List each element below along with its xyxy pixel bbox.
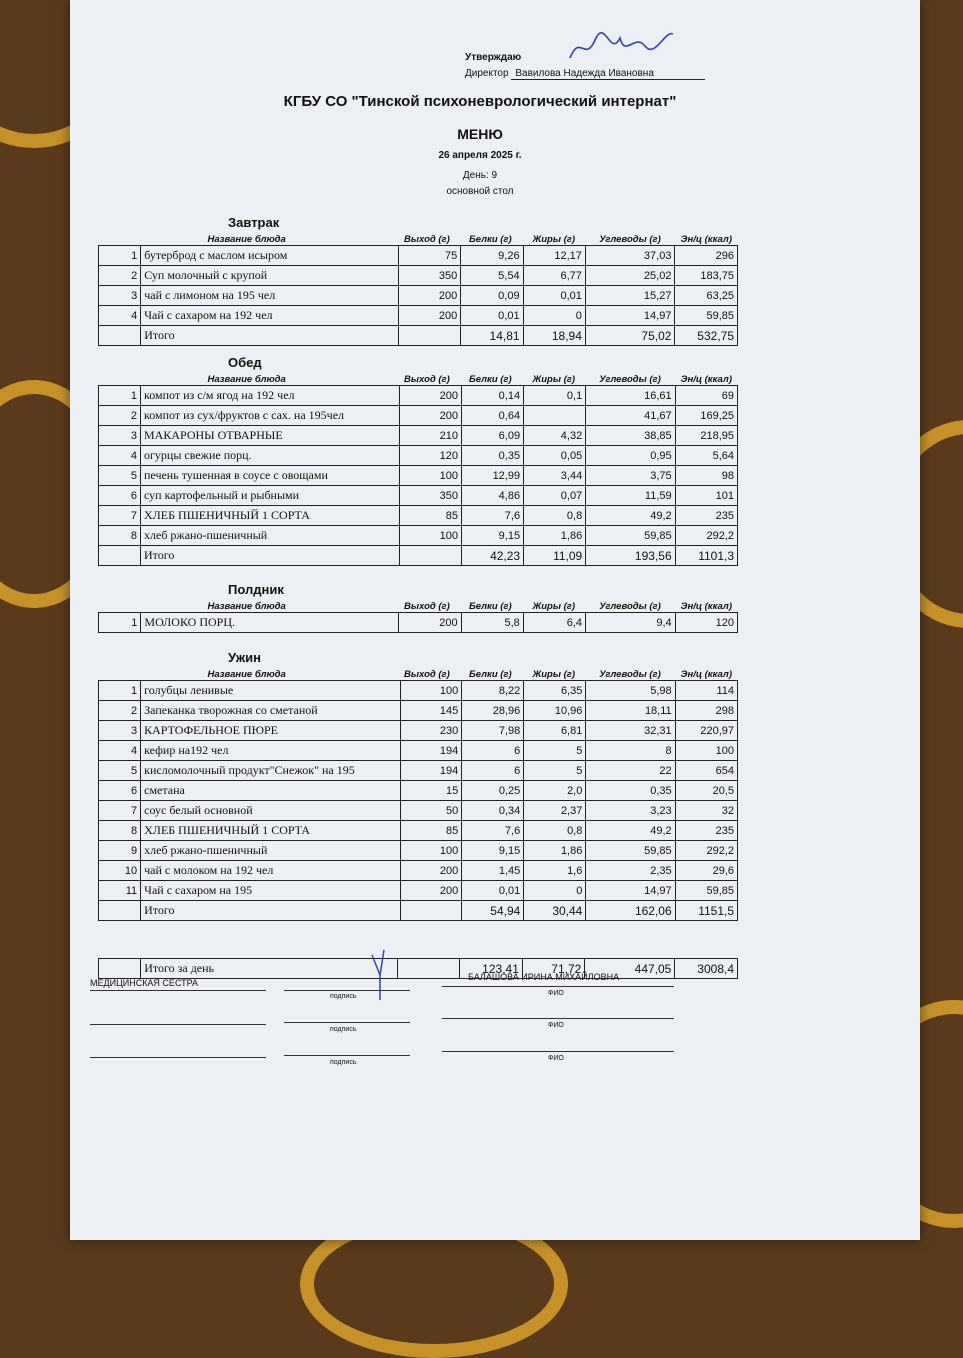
total-fat: 30,44 (524, 901, 586, 921)
day-total (98, 958, 738, 979)
cell-name: кисломолочный продукт"Снежок" на 195 (141, 761, 400, 781)
total-protein: 54,94 (462, 901, 524, 921)
cell-n: 5 (99, 761, 141, 781)
cell-energy: 298 (675, 701, 737, 721)
cell-fat: 0,07 (524, 486, 586, 506)
table-row (99, 406, 738, 426)
cell-fat: 2,0 (524, 781, 586, 801)
cell-n: 9 (99, 841, 141, 861)
column-header-fat: Жиры (г) (532, 234, 576, 245)
cell-protein: 0,09 (461, 286, 523, 306)
total-carbs: 193,56 (586, 546, 675, 566)
cell-energy: 292,2 (675, 526, 737, 546)
cell-protein: 0,01 (462, 881, 524, 901)
cell-yield: 200 (399, 613, 461, 633)
cell-protein: 1,45 (462, 861, 524, 881)
cell-protein: 8,22 (462, 681, 524, 701)
cell-carbs: 11,59 (586, 486, 675, 506)
cell-carbs: 3,75 (586, 466, 675, 486)
cell-n: 1 (99, 246, 141, 266)
cell-name: голубцы ленивые (141, 681, 400, 701)
dishes-table (98, 245, 738, 346)
total-label: Итого (141, 546, 400, 566)
day-total-protein: 123,41 (460, 959, 523, 979)
cell-name: чай с лимоном на 195 чел (141, 286, 399, 306)
dishes-table (98, 680, 738, 921)
cell-carbs: 49,2 (586, 506, 675, 526)
cell-protein: 7,6 (462, 821, 524, 841)
table-row (99, 701, 738, 721)
cell-protein: 0,64 (461, 406, 523, 426)
section-breakfast (98, 215, 738, 346)
cell-carbs: 15,27 (585, 286, 675, 306)
director-label: Директор (465, 68, 509, 79)
cell-carbs: 59,85 (586, 841, 675, 861)
cell-protein: 28,96 (462, 701, 524, 721)
total-fat: 11,09 (524, 546, 586, 566)
cell-fat: 6,35 (524, 681, 586, 701)
cell-n: 4 (99, 446, 141, 466)
signature-caption: подпись (330, 1059, 357, 1066)
column-header-carbs: Углеводы (г) (599, 374, 661, 385)
signer-name: БАЛАШОВА ИРИНА МИХАЙЛОВНА (468, 972, 620, 982)
column-header-protein: Белки (г) (468, 669, 512, 680)
cell-yield: 85 (400, 821, 462, 841)
cell-n: 2 (99, 406, 141, 426)
cell-yield: 85 (400, 506, 462, 526)
cell-yield: 200 (400, 881, 462, 901)
cell-yield: 145 (400, 701, 462, 721)
column-header-yield: Выход (г) (404, 669, 450, 680)
cell-fat: 1,6 (524, 861, 586, 881)
cell-yield: 200 (400, 861, 462, 881)
cell-energy: 69 (675, 386, 737, 406)
cell-yield: 75 (399, 246, 461, 266)
handwritten-signature (565, 28, 675, 68)
column-headers (98, 600, 738, 612)
cell-fat: 6,4 (523, 613, 585, 633)
column-header-name: Название блюда (207, 374, 286, 385)
cell-protein: 7,6 (461, 506, 523, 526)
menu-document (70, 0, 920, 1240)
cell-fat: 1,86 (524, 841, 586, 861)
cell-energy: 235 (675, 506, 737, 526)
cell-yield: 350 (399, 266, 461, 286)
cell-energy: 101 (675, 486, 737, 506)
cell-carbs: 59,85 (586, 526, 675, 546)
cell-n: 2 (99, 701, 141, 721)
cell-n: 8 (99, 526, 141, 546)
cell-fat: 2,37 (524, 801, 586, 821)
table-row (99, 761, 738, 781)
cell-name: Суп молочный с крупой (141, 266, 399, 286)
cell-energy: 220,97 (675, 721, 737, 741)
cell-energy: 654 (675, 761, 737, 781)
cell-protein: 6 (462, 761, 524, 781)
cell-blank (400, 546, 462, 566)
table-row (99, 781, 738, 801)
cell-name: компот из сух/фруктов с сах. на 195чел (141, 406, 400, 426)
table-row (99, 801, 738, 821)
cell-yield: 50 (400, 801, 462, 821)
column-header-carbs: Углеводы (г) (599, 601, 661, 612)
cell-n: 3 (99, 426, 141, 446)
cell-protein: 12,99 (461, 466, 523, 486)
cell-energy: 20,5 (675, 781, 737, 801)
cell-fat: 10,96 (524, 701, 586, 721)
cell-carbs: 16,61 (586, 386, 675, 406)
cell-carbs: 49,2 (586, 821, 675, 841)
section-snack (98, 582, 738, 633)
table-row (99, 506, 738, 526)
cell-energy: 120 (675, 613, 737, 633)
day-total-energy: 3008,4 (675, 959, 738, 979)
cell-protein: 7,98 (462, 721, 524, 741)
cell-name: МАКАРОНЫ ОТВАРНЫЕ (141, 426, 400, 446)
cell-energy: 183,75 (675, 266, 738, 286)
cell-fat: 0 (524, 881, 586, 901)
cell-carbs: 38,85 (586, 426, 675, 446)
cell-carbs: 14,97 (585, 306, 675, 326)
cell-n: 3 (99, 721, 141, 741)
cell-carbs: 37,03 (585, 246, 675, 266)
table-row (99, 526, 738, 546)
total-row (99, 546, 738, 566)
day-total-fat: 71,72 (522, 959, 584, 979)
cell-yield: 200 (399, 286, 461, 306)
cell-carbs: 18,11 (586, 701, 675, 721)
cell-yield: 230 (400, 721, 462, 741)
signature-caption: подпись (330, 993, 357, 1000)
cell-protein: 9,26 (461, 246, 523, 266)
cell-carbs: 5,98 (586, 681, 675, 701)
cell-carbs: 3,23 (586, 801, 675, 821)
cell-n: 8 (99, 821, 141, 841)
column-header-protein: Белки (г) (468, 234, 512, 245)
cell-protein: 5,54 (461, 266, 523, 286)
total-protein: 14,81 (461, 326, 523, 346)
menu-title: МЕНЮ (457, 126, 503, 142)
cell-fat: 5 (524, 761, 586, 781)
organization-title: КГБУ СО "Тинской психоневрологический интернат" (283, 93, 677, 110)
table-row (99, 821, 738, 841)
cell-protein: 9,15 (461, 526, 523, 546)
cell-fat: 12,17 (523, 246, 585, 266)
cell-fat (524, 406, 586, 426)
column-header-energy: Эн/ц (ккал) (680, 669, 732, 680)
cell-n: 2 (99, 266, 141, 286)
signature-caption: подпись (330, 1026, 357, 1033)
cell-name: МОЛОКО ПОРЦ. (141, 613, 399, 633)
cell-n: 7 (99, 506, 141, 526)
day-total-carbs: 447,05 (585, 959, 675, 979)
cell-name: Чай с сахаром на 192 чел (141, 306, 399, 326)
cell-yield: 100 (400, 841, 462, 861)
fio-caption: ФИО (548, 990, 564, 997)
cell-name: соус белый основной (141, 801, 400, 821)
cell-energy: 59,85 (675, 306, 738, 326)
cell-energy: 59,85 (675, 881, 737, 901)
cell-name: огурцы свежие порц. (141, 446, 400, 466)
cell-n: 6 (99, 781, 141, 801)
cell-fat: 1,86 (524, 526, 586, 546)
table-row (99, 881, 738, 901)
total-row (99, 901, 738, 921)
cell-yield: 200 (400, 406, 462, 426)
cell-n: 1 (99, 613, 141, 633)
total-energy: 532,75 (675, 326, 738, 346)
column-headers (98, 233, 738, 245)
cell-carbs: 0,95 (586, 446, 675, 466)
cell-name: Запеканка творожная со сметаной (141, 701, 400, 721)
table-row (99, 861, 738, 881)
cell-carbs: 9,4 (586, 613, 676, 633)
cell-yield: 100 (400, 681, 462, 701)
table-row (99, 306, 738, 326)
table-row (99, 613, 738, 633)
table-row (99, 246, 738, 266)
total-label: Итого (141, 901, 400, 921)
cell-carbs: 0,35 (586, 781, 675, 801)
cell-yield: 194 (400, 741, 462, 761)
cell-yield: 200 (399, 306, 461, 326)
cell-name: суп картофельный и рыбными (141, 486, 400, 506)
table-row (99, 446, 738, 466)
cell-energy: 29,6 (675, 861, 737, 881)
cell-energy: 114 (675, 681, 737, 701)
table-row (99, 426, 738, 446)
column-header-name: Название блюда (207, 234, 286, 245)
menu-day: День: 9 (462, 170, 498, 181)
cell-fat: 3,44 (524, 466, 586, 486)
column-header-energy: Эн/ц (ккал) (680, 234, 732, 245)
column-header-carbs: Углеводы (г) (599, 234, 661, 245)
cell-n: 1 (99, 386, 141, 406)
total-label: Итого (141, 326, 399, 346)
cell-name: ХЛЕБ ПШЕНИЧНЫЙ 1 СОРТА (141, 821, 400, 841)
section-title: Обед (228, 355, 262, 370)
cell-name: Чай с сахаром на 195 (141, 881, 400, 901)
fio-caption: ФИО (548, 1022, 564, 1029)
cell-name: печень тушенная в соусе с овощами (141, 466, 400, 486)
cell-blank (99, 546, 141, 566)
column-header-protein: Белки (г) (468, 374, 512, 385)
cell-n: 4 (99, 741, 141, 761)
total-energy: 1151,5 (675, 901, 737, 921)
cell-energy: 5,64 (675, 446, 737, 466)
cell-energy: 292,2 (675, 841, 737, 861)
section-title: Полдник (228, 582, 284, 597)
cell-protein: 4,86 (461, 486, 523, 506)
cell-yield: 100 (400, 466, 462, 486)
cell-name: чай с молоком на 192 чел (141, 861, 400, 881)
cell-fat: 0,01 (523, 286, 585, 306)
cell-n: 11 (99, 881, 141, 901)
cell-fat: 6,77 (523, 266, 585, 286)
cell-fat: 6,81 (524, 721, 586, 741)
table-row (99, 681, 738, 701)
section-lunch (98, 355, 738, 566)
table-row (99, 486, 738, 506)
pen-check-mark (370, 945, 410, 1005)
cell-energy: 169,25 (675, 406, 737, 426)
cell-carbs: 32,31 (586, 721, 675, 741)
cell-blank (399, 326, 461, 346)
fio-caption: ФИО (548, 1055, 564, 1062)
column-header-yield: Выход (г) (404, 601, 450, 612)
cell-carbs: 8 (586, 741, 675, 761)
table-row (99, 466, 738, 486)
total-energy: 1101,3 (675, 546, 737, 566)
cell-yield: 15 (400, 781, 462, 801)
cell-energy: 235 (675, 821, 737, 841)
cell-protein: 9,15 (462, 841, 524, 861)
cell-energy: 63,25 (675, 286, 738, 306)
cell-yield: 120 (400, 446, 462, 466)
cell-protein: 5,8 (461, 613, 523, 633)
cell-name: кефир на192 чел (141, 741, 400, 761)
column-header-yield: Выход (г) (404, 234, 450, 245)
cell-protein: 0,34 (462, 801, 524, 821)
cell-carbs: 14,97 (586, 881, 675, 901)
column-header-carbs: Углеводы (г) (599, 669, 661, 680)
section-title: Завтрак (228, 215, 280, 230)
column-header-yield: Выход (г) (404, 374, 450, 385)
table-type: основной стол (446, 186, 514, 197)
table-row (99, 741, 738, 761)
cell-name: ХЛЕБ ПШЕНИЧНЫЙ 1 СОРТА (141, 506, 400, 526)
cell-blank (99, 901, 141, 921)
total-protein: 42,23 (461, 546, 523, 566)
column-header-energy: Эн/ц (ккал) (680, 601, 732, 612)
cell-n: 7 (99, 801, 141, 821)
cell-name: компот из с/м ягод на 192 чел (141, 386, 400, 406)
cell-n: 1 (99, 681, 141, 701)
approval-label: Утверждаю (465, 52, 522, 63)
cell-yield: 350 (400, 486, 462, 506)
cell-protein: 0,01 (461, 306, 523, 326)
total-fat: 18,94 (523, 326, 585, 346)
cell-n: 10 (99, 861, 141, 881)
cell-carbs: 41,67 (586, 406, 675, 426)
day-total-label: Итого за день (141, 959, 398, 979)
cell-carbs: 22 (586, 761, 675, 781)
total-row (99, 326, 738, 346)
cell-name: хлеб ржано-пшеничный (141, 526, 400, 546)
cell-yield: 200 (400, 386, 462, 406)
cell-energy: 218,95 (675, 426, 737, 446)
menu-date: 26 апреля 2025 г. (438, 150, 522, 161)
column-headers (98, 373, 738, 385)
cell-blank (400, 901, 462, 921)
cell-fat: 5 (524, 741, 586, 761)
cell-n: 6 (99, 486, 141, 506)
column-header-energy: Эн/ц (ккал) (680, 374, 732, 385)
column-header-fat: Жиры (г) (532, 601, 576, 612)
cell-name: хлеб ржано-пшеничный (141, 841, 400, 861)
cell-fat: 0 (523, 306, 585, 326)
nurse-label: МЕДИЦИНСКАЯ СЕСТРА (90, 978, 199, 988)
total-carbs: 162,06 (586, 901, 675, 921)
dishes-table (98, 385, 738, 566)
cell-protein: 0,25 (462, 781, 524, 801)
cell-energy: 100 (675, 741, 737, 761)
column-header-name: Название блюда (207, 601, 286, 612)
column-header-fat: Жиры (г) (532, 669, 576, 680)
column-header-name: Название блюда (207, 669, 286, 680)
cell-yield: 210 (400, 426, 462, 446)
dishes-table (98, 612, 738, 633)
cell-yield: 100 (400, 526, 462, 546)
cell-energy: 296 (675, 246, 738, 266)
section-dinner (98, 650, 738, 921)
cell-blank (99, 326, 141, 346)
section-title: Ужин (228, 650, 261, 665)
cell-fat: 0,1 (524, 386, 586, 406)
cell-carbs: 25,02 (585, 266, 675, 286)
cell-energy: 98 (675, 466, 737, 486)
column-header-protein: Белки (г) (468, 601, 512, 612)
cell-protein: 6 (462, 741, 524, 761)
cell-fat: 0,8 (524, 821, 586, 841)
cell-n: 3 (99, 286, 141, 306)
column-headers (98, 668, 738, 680)
cell-name: КАРТОФЕЛЬНОЕ ПЮРЕ (141, 721, 400, 741)
table-row (99, 386, 738, 406)
cell-n: 4 (99, 306, 141, 326)
cell-yield: 194 (400, 761, 462, 781)
cell-fat: 4,32 (524, 426, 586, 446)
cell-protein: 0,14 (461, 386, 523, 406)
column-header-fat: Жиры (г) (532, 374, 576, 385)
cell-name: сметана (141, 781, 400, 801)
cell-fat: 0,8 (524, 506, 586, 526)
cell-fat: 0,05 (524, 446, 586, 466)
cell-protein: 0,35 (461, 446, 523, 466)
director-name: Вавилова Надежда Ивановна (511, 68, 705, 80)
cell-n: 5 (99, 466, 141, 486)
table-row (99, 721, 738, 741)
table-row (99, 266, 738, 286)
cell-energy: 32 (675, 801, 737, 821)
cell-protein: 6,09 (461, 426, 523, 446)
cell-carbs: 2,35 (586, 861, 675, 881)
table-row (99, 286, 738, 306)
table-row (99, 841, 738, 861)
total-carbs: 75,02 (585, 326, 675, 346)
cell-name: бутерброд с маслом исыром (141, 246, 399, 266)
